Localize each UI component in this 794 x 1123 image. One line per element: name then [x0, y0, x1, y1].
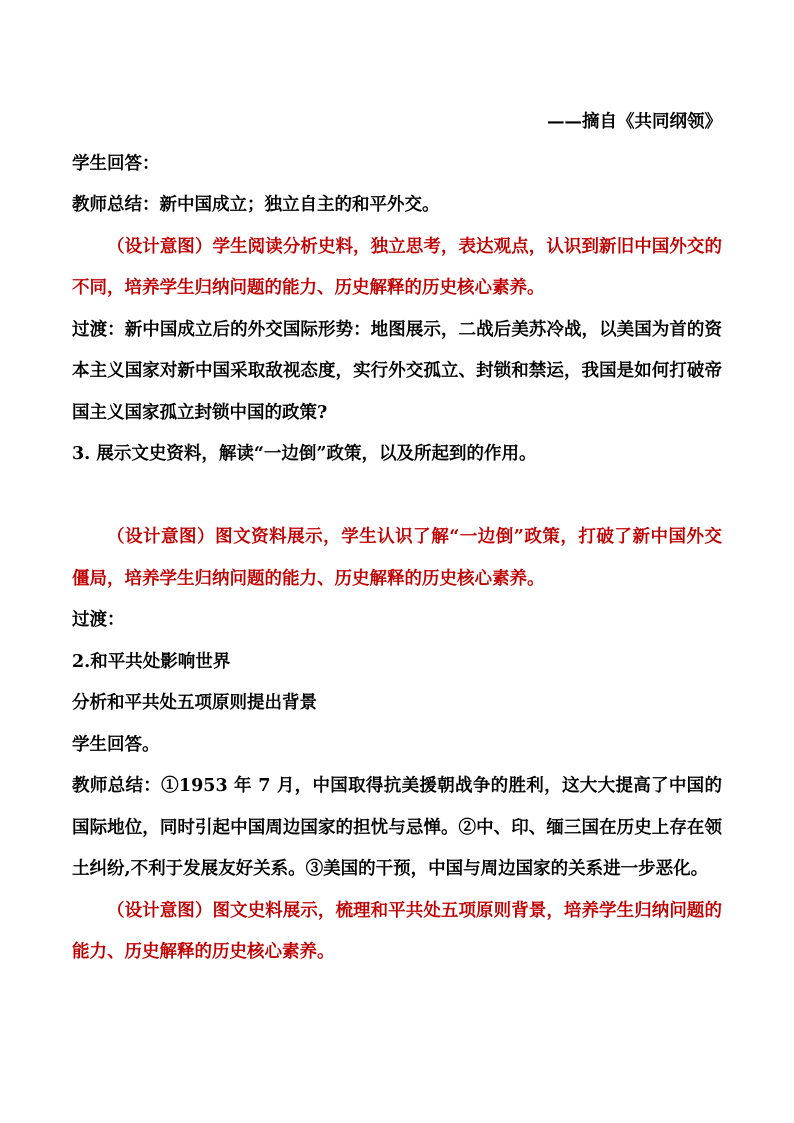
document-body — [72, 102, 722, 974]
point-three-paragraph: 3. 展示文史资料，解读“一边倒”政策，以及所起到的作用。 — [72, 444, 537, 464]
design-intent-paragraph: （设计意图）学生阅读分析史料，独立思考，表达观点，认识到新旧中国外交的不同，培养学生归纳问题的能力、历史解释的历史核心素养。 — [72, 236, 722, 298]
teacher-summary-paragraph: 教师总结：①1953 年 7 月，中国取得抗美援朝战争的胜利，这大大提高了中国的国际地位，同时引起中国周边国家的担忧与忌惮。②中、印、缅三国在历史上存在领土纠纷,不利于发展友好关系。③美国的干预，中国与周边国家的关系进一步恶化。 — [72, 776, 722, 879]
blank-line — [72, 476, 722, 518]
design-intent-paragraph: （设计意图）图文史料展示，梳理和平共处五项原则背景，培养学生归纳问题的能力、历史解释的历史核心素养。 — [72, 900, 722, 962]
teacher-summary-paragraph: 教师总结：新中国成立；独立自主的和平外交。 — [72, 195, 440, 215]
design-intent-paragraph: （设计意图）图文资料展示，学生认识了解“一边倒”政策，打破了新中国外交僵局，培养学生归纳问题的能力、历史解释的历史核心素养。 — [72, 527, 722, 589]
analysis-heading: 分析和平共处五项原则提出背景 — [72, 693, 317, 713]
citation-line: ——摘自《共同纲领》 — [547, 112, 722, 132]
student-answer-label: 学生回答： — [72, 153, 160, 174]
transition-paragraph: 过渡：新中国成立后的外交国际形势：地图展示，二战后美苏冷战，以美国为首的资本主义国家对新中国采取敌视态度，实行外交孤立、封锁和禁运，我国是如何打破帝国主义国家孤立封锁中国的政策? — [72, 319, 722, 423]
student-answer-label: 学生回答。 — [72, 734, 160, 755]
transition-label: 过渡： — [72, 610, 125, 630]
section-heading: 2.和平共处影响世界 — [72, 651, 231, 672]
